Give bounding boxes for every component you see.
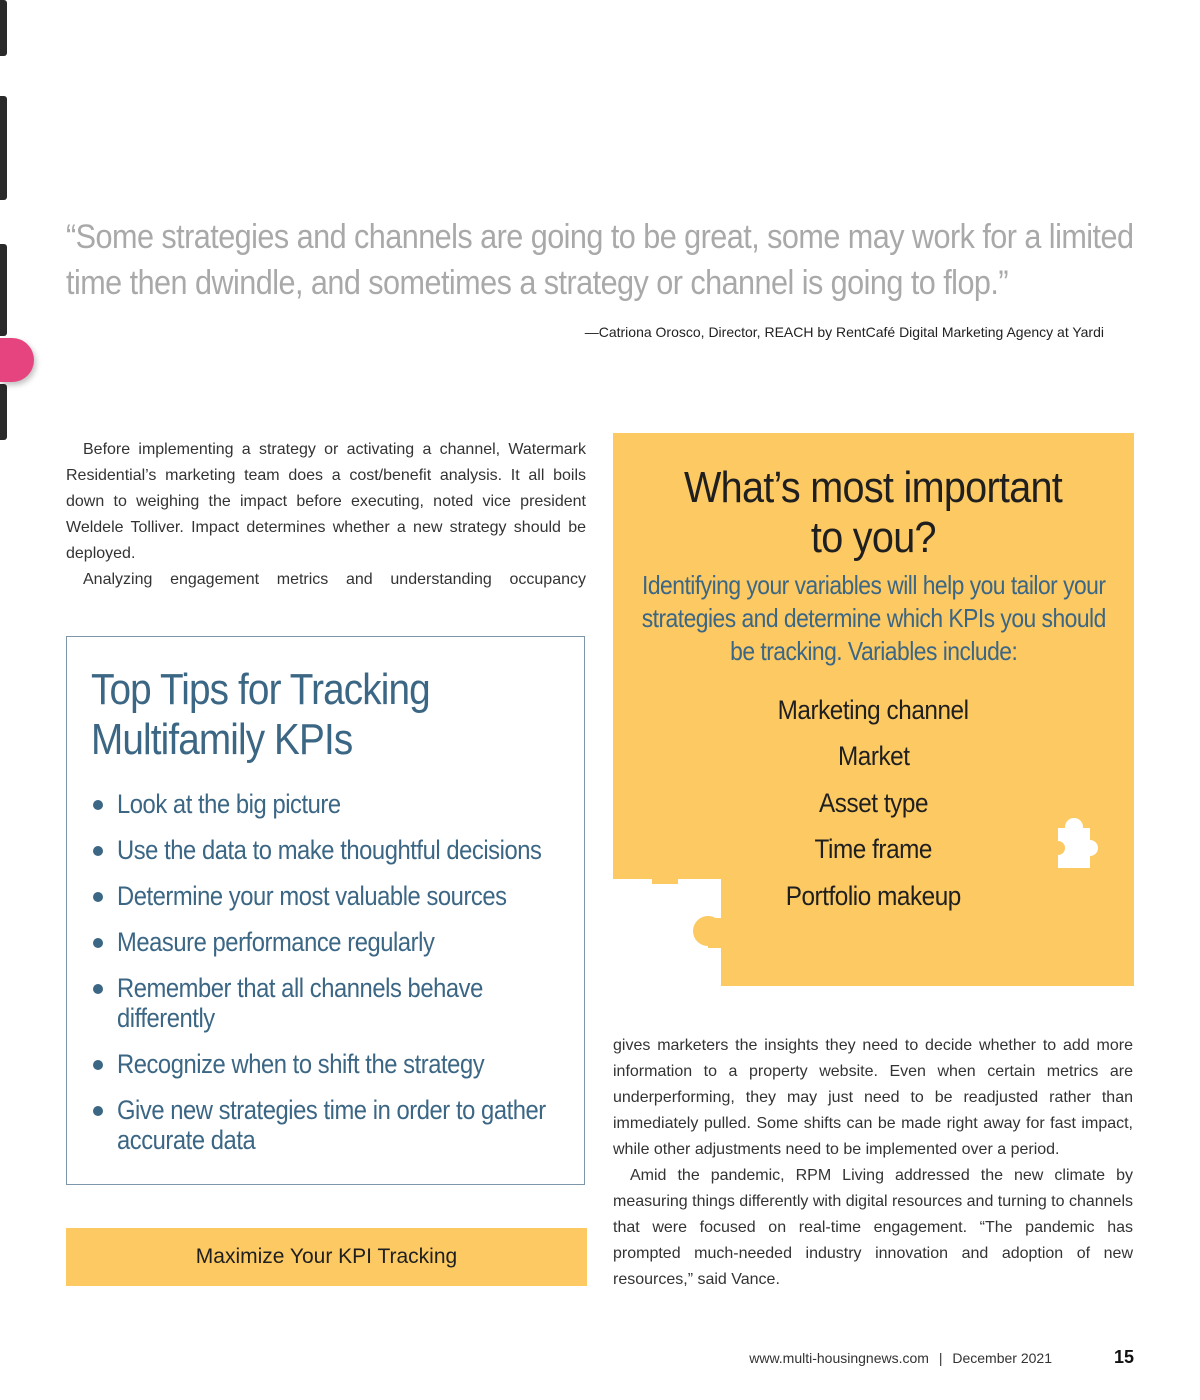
variable-item: Marketing channel [778,695,969,725]
variable-item: Time frame [814,834,933,865]
important-box-subtitle: Identifying your variables will help you tailor your strategies and determine which KPIs you should be tracking. Variables include: [641,570,1106,666]
puzzle-piece-icon [650,856,725,954]
tip-item: Recognize when to shift the strategy [91,1049,571,1079]
pull-quote-line: time then dwindle, and sometimes a strategy or channel is going to flop.” [66,264,1009,302]
tips-list [91,789,571,1171]
variable-item: Market [837,741,910,772]
pull-quote [66,214,1134,306]
tip-item: Measure performance regularly [91,927,571,957]
top-tips-box [66,636,585,1185]
tip-item: Remember that all channels behave differently [91,973,571,1033]
pull-quote-line: “Some strategies and channels are going to be great, some may work for a limited [66,218,1134,256]
footer-date: December 2021 [952,1350,1052,1366]
page-footer [749,1350,1052,1366]
edge-bar-decoration [0,96,7,200]
variable-item: Asset type [819,787,928,818]
edge-bar-decoration [0,244,7,336]
page-number: 15 [1113,1347,1134,1367]
important-box-title: What’s most important to you? [684,463,1063,562]
footer-separator: | [938,1350,943,1366]
maximize-kpi-tracking-button[interactable]: Maximize Your KPI Tracking [66,1228,587,1286]
tip-item: Give new strategies time in order to gather accurate data [91,1095,571,1155]
body-paragraph: Before implementing a strategy or activating a channel, Watermark Residential’s marketing team does a cost/benefit analysis. It all boils down to weighing the impact before executing, noted vice president Weldele Tolliver. Impact determines whether a new strategy should be deployed. [66,441,586,562]
body-column-right [613,1033,1133,1293]
footer-website-link[interactable]: www.multi-housingnews.com [749,1350,929,1366]
body-paragraph: Analyzing engagement metrics and understanding occupancy [83,571,586,588]
body-paragraph: gives marketers the insights they need to decide whether to add more information to a property website. Even when certain metrics are underperforming, they may just need to be readjusted rather than immediately pulled. Some shifts can be made right away for fast impact, while other adjustments need to be implemented over a period. [613,1037,1133,1158]
tip-item: Determine your most valuable sources [91,881,571,911]
edge-bar-decoration [0,0,7,56]
tips-title [91,665,430,765]
tip-item: Look at the big picture [91,789,571,819]
puzzle-piece-icon [1052,818,1098,874]
tips-title-line: Multifamily KPIs [91,715,353,764]
variable-item: Portfolio makeup [785,880,962,911]
body-column-left [66,437,586,593]
edge-bar-decoration [0,384,7,440]
tip-item: Use the data to make thoughtful decisions [91,835,571,865]
quote-attribution: —Catriona Orosco, Director, REACH by RentCafé Digital Marketing Agency at Yardi [584,324,1104,340]
tips-title-line: Top Tips for Tracking [91,665,430,714]
body-paragraph: Amid the pandemic, RPM Living addressed the new climate by measuring things differently with digital resources and turning to channels that were focused on real-time engagement. “The pandemic has prompted much-needed industry innovation and adoption of new resources,” said Vance. [613,1167,1133,1288]
pink-tab-decoration [0,338,34,382]
